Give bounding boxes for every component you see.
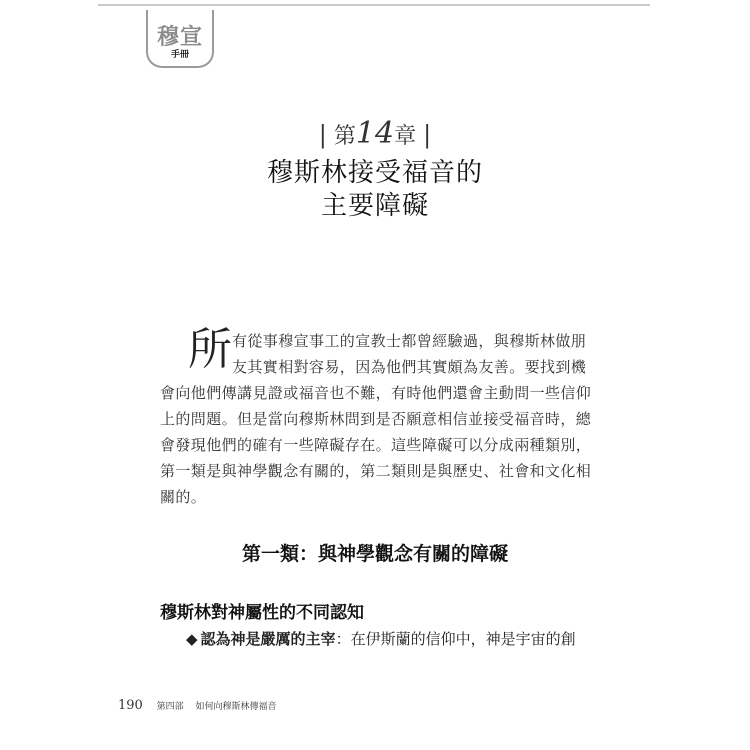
bullet-emphasis: 認為神是嚴厲的主宰 (200, 630, 336, 648)
body-line-2: 友其實相對容易，因為他們其實頗為友善。要找到機 (232, 358, 587, 376)
chapter-title-line-1: 穆斯林接受福音的 (266, 158, 483, 188)
chapter-number: 14 (355, 116, 395, 151)
chapter-prefix: 第 (333, 124, 356, 149)
chapter-title-line-2: 主要障礙 (320, 191, 429, 221)
body-line-1: 有從事穆宣事工的宣教士都曾經驗過，與穆斯林做朋 (232, 332, 587, 350)
book-badge (146, 10, 214, 68)
page-footer (118, 698, 285, 713)
diamond-bullet-icon: ◆ (186, 630, 198, 648)
body-line-6: 第一類是與神學觀念有關的，第二類則是與歷史、社會和文化相 (160, 462, 592, 480)
bullet-item (186, 628, 576, 649)
chapter-label (0, 116, 750, 151)
body-line-4: 上的問題。但是當向穆斯林問到是否願意相信並接受福音時，總 (160, 410, 592, 428)
section-heading: 第一類：與神學觀念有關的障礙 (241, 543, 508, 565)
part-label: 第四部 (156, 702, 184, 712)
body-line-3: 會向他們傳講見證或福音也不難，有時他們還會主動問一些信仰 (160, 384, 592, 402)
body-line-5: 會發現他們的確有一些障礙存在。這些障礙可以分成兩種類別， (160, 436, 592, 454)
page-number: 190 (118, 698, 143, 713)
top-rule (98, 4, 650, 6)
subheading: 穆斯林對神屬性的不同認知 (160, 603, 364, 623)
drop-cap: 所 (188, 324, 232, 375)
book-title: 如何向穆斯林傳福音 (195, 702, 277, 712)
badge-subtitle: 手冊 (170, 50, 189, 60)
chapter-left-bar: | (318, 121, 327, 149)
badge-title: 穆宣 (156, 25, 203, 50)
chapter-right-bar: | (423, 121, 432, 149)
chapter-suffix: 章 (394, 124, 417, 149)
bullet-text: ：在伊斯蘭的信仰中，神是宇宙的創 (335, 630, 576, 648)
body-line-7: 關的。 (160, 488, 207, 506)
